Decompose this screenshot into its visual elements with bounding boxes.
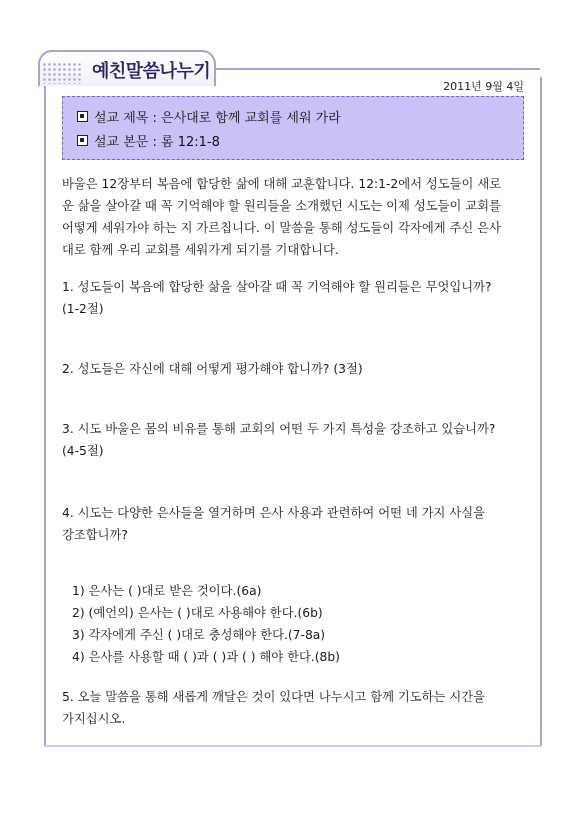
intro-line: 운 삶을 살아갈 때 꼭 기억해야 할 원리들을 소개했던 시도는 이제 성도들이 교회를	[62, 199, 501, 213]
sermon-passage-row	[77, 131, 220, 150]
sermon-passage: 설교 본문 : 롬 12:1-8	[94, 135, 220, 150]
header-rule	[205, 68, 540, 70]
fill-blank-item: 2) (예언의) 은사는 ( )대로 사용해야 한다.(6b)	[72, 606, 323, 620]
intro-line: 바울은 12장부터 복음에 합당한 삶에 대해 교훈합니다. 12:1-2에서 성도들이 새로	[62, 177, 502, 191]
question-2: 2. 성도들은 자신에 대해 어떻게 평가해야 합니까? (3절)	[62, 362, 363, 376]
intro-line: 대로 함께 우리 교회를 세워가게 되기를 기대합니다.	[62, 243, 339, 257]
frame-bottom-rule	[44, 745, 542, 747]
section-title: 예친말씀나누기	[92, 61, 211, 82]
square-bullet-icon	[77, 111, 88, 122]
sermon-title: 설교 제목 : 은사대로 함께 교회를 세워 가라	[94, 111, 341, 126]
section-tab	[38, 50, 216, 86]
square-bullet-icon	[77, 135, 88, 146]
date-label: 2011년 9월 4일	[443, 80, 524, 93]
question-3: 3. 시도 바울은 몸의 비유를 통해 교회의 어떤 두 가지 특성을 강조하고 있습니까?	[62, 422, 496, 436]
sermon-title-row	[77, 107, 341, 126]
question-5-cont: 가지십시오.	[62, 712, 126, 726]
dot-pattern-decoration	[42, 62, 82, 84]
question-3-ref: (4-5절)	[62, 444, 104, 458]
fill-blank-item: 3) 각자에게 주신 ( )대로 충성해야 한다.(7-8a)	[72, 628, 326, 642]
question-4: 4. 시도는 다양한 은사들을 열거하며 은사 사용과 관련하여 어떤 네 가지 사실을	[62, 506, 485, 520]
question-4-cont: 강조합니까?	[62, 528, 128, 542]
fill-blank-item: 1) 은사는 ( )대로 받은 것이다.(6a)	[72, 584, 262, 598]
fill-blank-item: 4) 은사를 사용할 때 ( )과 ( )과 ( ) 해야 한다.(8b)	[72, 650, 340, 664]
intro-line: 어떻게 세워가야 하는 지 가르칩니다. 이 말씀을 통해 성도들이 각자에게 주신 은사	[62, 221, 501, 235]
question-1: 1. 성도들이 복음에 합당한 삶을 살아갈 때 꼭 기억해야 할 원리들은 무엇입니까?	[62, 280, 492, 294]
question-1-ref: (1-2절)	[62, 302, 104, 316]
sermon-info-box	[62, 96, 524, 160]
question-5: 5. 오늘 말씀을 통해 새롭게 깨달은 것이 있다면 나누시고 함께 기도하는 시간을	[62, 690, 485, 704]
